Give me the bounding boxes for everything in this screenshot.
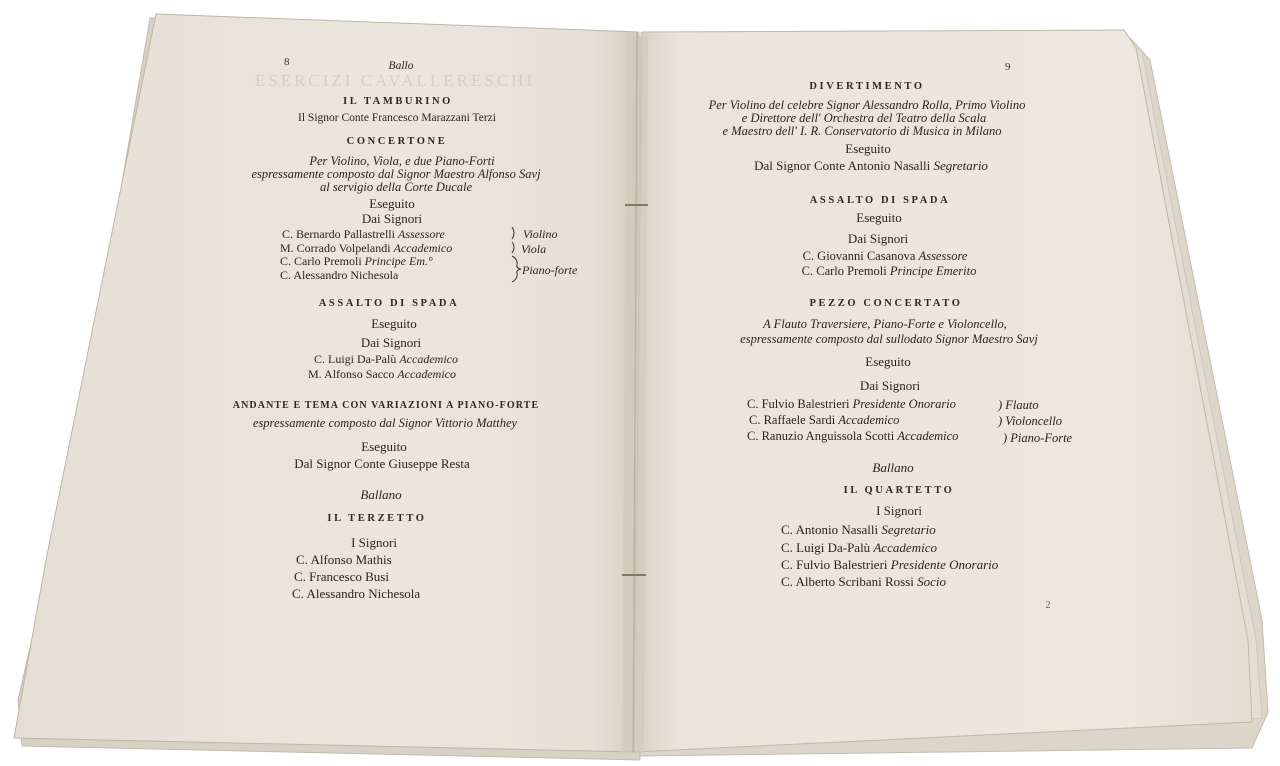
assalto-eseguito-left: Eseguito <box>371 316 417 331</box>
divertimento-eseguito: Eseguito <box>845 141 891 156</box>
signature-mark: 2 <box>1045 600 1051 611</box>
andante-eseguito: Eseguito <box>361 439 407 454</box>
concertone-dai-signori: Dai Signori <box>361 211 423 226</box>
assalto-title-right: ASSALTO DI SPADA <box>809 195 951 206</box>
performer-nichesola: C. Alessandro Nichesola <box>280 268 399 282</box>
quartetto-da-palu: C. Luigi Da-Palù Accademico <box>781 540 937 555</box>
performer-sacco: M. Alfonso Sacco Accademico <box>308 367 456 381</box>
quartetto-nasalli: C. Antonio Nasalli Segretario <box>781 522 936 537</box>
pezzo-eseguito: Eseguito <box>865 354 911 369</box>
divertimento-desc-1: Per Violino del celebre Signor Alessandro Rolla, Primo Violino <box>708 98 1026 112</box>
concertone-desc-1: Per Violino, Viola, e due Piano-Forti <box>309 154 495 168</box>
concertone-desc-2: espressamente composto dal Signor Maestro Alfonso Savj <box>251 167 541 181</box>
quartetto-scribani: C. Alberto Scribani Rossi Socio <box>781 574 947 589</box>
ballano-right: Ballano <box>872 460 914 475</box>
divertimento-desc-2: e Direttore dell' Orchestra del Teatro della Scala <box>741 111 987 125</box>
instrument-violino: Violino <box>523 227 558 241</box>
concertone-title: CONCERTONE <box>346 136 448 147</box>
quartetto-balestrieri: C. Fulvio Balestrieri Presidente Onorario <box>781 557 999 572</box>
assalto-dai-signori-right: Dai Signori <box>847 231 909 246</box>
pezzo-desc-2: espressamente composto dal sullodato Signor Maestro Savj <box>740 332 1038 346</box>
performer-da-palu: C. Luigi Da-Palù Accademico <box>314 352 458 366</box>
terzetto-busi: C. Francesco Busi <box>294 569 389 584</box>
pezzo-desc-1: A Flauto Traversiere, Piano-Forte e Violoncello, <box>763 317 1007 331</box>
pezzo-dai-signori: Dai Signori <box>859 378 921 393</box>
performer-pallastrelli: C. Bernardo Pallastrelli Assessore <box>282 227 445 241</box>
concertone-eseguito: Eseguito <box>369 196 415 211</box>
pezzo-title: PEZZO CONCERTATO <box>809 298 963 309</box>
ballano-left: Ballano <box>360 487 402 502</box>
andante-desc: espressamente composto dal Signor Vittorio Matthey <box>252 416 518 430</box>
assalto-eseguito-right: Eseguito <box>856 210 902 225</box>
performer-sardi: C. Raffaele Sardi Accademico <box>749 413 900 427</box>
right-page-number: 9 <box>1005 61 1011 73</box>
performer-balestrieri: C. Fulvio Balestrieri Presidente Onorario <box>747 397 956 411</box>
left-page-number: 8 <box>284 56 290 68</box>
divertimento-title: DIVERTIMENTO <box>809 81 925 92</box>
concertone-desc-3: al servigio della Corte Ducale <box>319 180 473 194</box>
instrument-pianoforte: Piano-forte <box>522 263 578 277</box>
performer-premoli-right: C. Carlo Premoli Principe Emerito <box>801 264 977 278</box>
assalto-dai-signori-left: Dai Signori <box>360 335 422 350</box>
ballo-label: Ballo <box>388 60 414 72</box>
terzetto-mathis: C. Alfonso Mathis <box>296 552 392 567</box>
assalto-title-left: ASSALTO DI SPADA <box>318 298 460 309</box>
instrument-viola: Viola <box>521 242 547 256</box>
quartetto-title: IL QUARTETTO <box>843 485 955 496</box>
divertimento-performer: Dal Signor Conte Antonio Nasalli Segretario <box>754 158 988 173</box>
divertimento-desc-3: e Maestro dell' I. R. Conservatorio di Musica in Milano <box>722 124 1002 138</box>
andante-performer: Dal Signor Conte Giuseppe Resta <box>294 456 470 471</box>
terzetto-title: IL TERZETTO <box>327 513 427 524</box>
andante-title: ANDANTE E TEMA CON VARIAZIONI A PIANO-FORTE <box>232 400 540 411</box>
performer-casanova: C. Giovanni Casanova Assessore <box>802 249 968 263</box>
quartetto-i-signori: I Signori <box>876 503 922 518</box>
instrument-violoncello: ) Violoncello <box>998 414 1062 428</box>
tamburino-title: IL TAMBURINO <box>343 96 453 107</box>
svg-text:ESERCIZI CAVALLERESCHI: ESERCIZI CAVALLERESCHI <box>254 71 536 90</box>
instrument-flauto: ) Flauto <box>998 398 1039 412</box>
performer-volpelandi: M. Corrado Volpelandi Accademico <box>280 241 453 255</box>
tamburino-performer: Il Signor Conte Francesco Marazzani Terzi <box>298 112 496 124</box>
performer-premoli: C. Carlo Premoli Principe Em.° <box>280 254 433 268</box>
terzetto-i-signori: I Signori <box>351 535 397 550</box>
terzetto-nichesola: C. Alessandro Nichesola <box>292 586 421 601</box>
performer-anguissola: C. Ranuzio Anguissola Scotti Accademico <box>747 429 959 443</box>
instrument-pianoforte-right: ) Piano-Forte <box>1003 431 1073 445</box>
